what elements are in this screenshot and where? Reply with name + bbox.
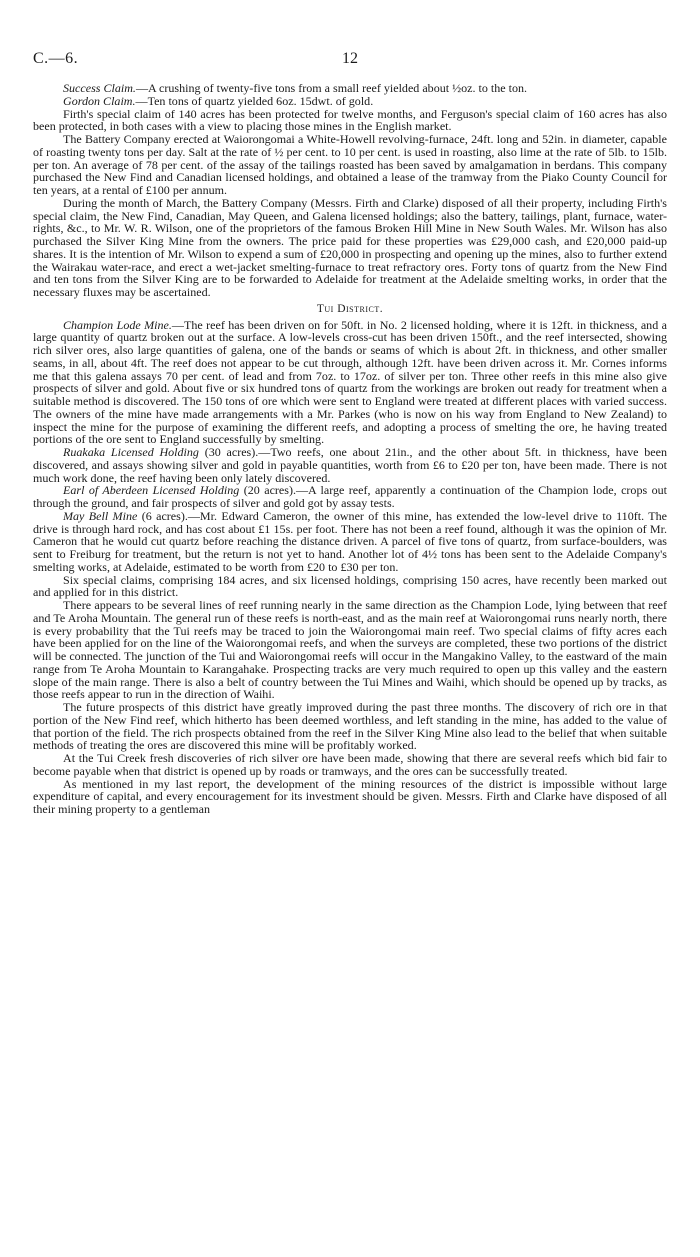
page-header [33,50,667,72]
paragraph-lead: Success Claim. [63,81,136,95]
paragraph-may-bell [33,510,667,574]
paragraph-text: (6 acres).—Mr. Edward Cameron, the owner of this mine, has extended the low-level drive to 110ft. The drive is through hard rock, and has cost about £1 15s. per foot. There has not been a reef found, although it was the opinion of Mr. Cameron that he would cut quartz before reaching the distance driven. A parcel of five tons of quartz, from surface-boulders, was sent to Freiburg for treatment, but the return is not yet to hand. Another lot of 4½ tons has been sent to the Adelaide Company's smelting works, at Adelaide, estimated to be worth from £20 to £30 per ton. [33,508,667,574]
paragraph-battery-company: The Battery Company erected at Waiorongomai a White-Howell revolving-furnace, 24ft. long and 52in. in diameter, capable of roasting twenty tons per day. Salt at the rate of ½ per cent. to 10 per cent. is used in roasting, also lime at the rate of 5lb. to 15lb. per ton. An average of 78 per cent. of the assay of the tailings roasted has been saved by amalgamation in berdans. This company purchased the New Find and Canadian licensed holdings, and obtained a lease of the tramway from the Piako County Council for ten years, at a rental of £100 per annum. [33,132,667,197]
section-heading-tui-district: Tui District. [316,302,384,315]
paragraph-text: —A crushing of twenty-five tons from a small reef yielded about ½oz. to the ton. [135,81,528,95]
paragraph-earl-of-aberdeen [33,484,667,510]
paragraph-lead: May Bell Mine [63,508,138,523]
paragraph-lead: Ruakaka Licensed Holding [63,445,199,459]
paragraph-reef-lines: There appears to be several lines of reef running nearly in the same direction as the Champion Lode, lying between that reef and Te Aroha Mountain. The general run of these reefs is north-east, and as the main reef at Waiorongomai runs nearly north, there is every probability that the Tui reefs may be traced to join the Waiorongomai main reef. Two special claims of fifty acres each have been applied for on the line of the Waiorongomai reefs, and when the surveys are completed, these two portions of the district will be connected. The junction of the Tui and Waiorongomai reefs will occur in the Mangakino Valley, to the eastward of the main range from Te Aroha Mountain to Karangahake. Prospecting tracks are very much required to open up this valley and the eastern slope of the main range. There is also a belt of country between the Tui Mines and Waihi, which should be opened up by tracks, as those reefs appear to run in the direction of Waihi. [33,598,667,702]
paragraph-lead: Champion Lode Mine. [63,317,172,332]
paragraph-firths-claim: Firth's special claim of 140 acres has been protected for twelve months, and Ferguson's special claim of 160 acres has also been protected, in both cases with a view to placing those mines in the English market. [33,106,667,134]
paragraph-march-sale: During the month of March, the Battery Company (Messrs. Firth and Clarke) disposed of all their property, including Firth's special claim, the New Find, Canadian, May Queen, and Galena licensed holdings; also the battery, tailings, plant, furnace, water-rights, &c., to Mr. W. R. Wilson, one of the proprietors of the famous Broken Hill Mine in New South Wales. Mr. Wilson has also purchased the Silver King Mine from the owners. The price paid for these properties was £29,000 cash, and £20,000 paid-up shares. It is the intention of Mr. Wilson to expend a sum of £20,000 in prospecting and opening up the mines, also to further extend the Wairakau water-race, and erect a wet-jacket smelting-furnace to treat refractory ores. Forty tons of quartz from the New Find and ten tons from the Silver King are to be forwarded to Adelaide for treatment at the Adelaide smelting works, in order that the necessary fluxes may be ascertained. [33,195,667,299]
paragraph-ruakaka [33,446,667,484]
paragraph-text: (20 acres).—A large reef, apparently a continuation of the Champion lode, crops out through the ground, and fair prospects of silver and gold got by assay tests. [33,483,667,510]
paragraph-lead: Gordon Claim. [63,93,136,108]
report-reference: C.—6. [33,50,79,67]
paragraph-last-report: As mentioned in my last report, the development of the mining resources of the district is impossible without large expenditure of capital, and every encouragement for its investment should be given. Messrs. Firth and Clarke have disposed of all their mining property to a gentleman [33,776,667,816]
paragraph-text: —Ten tons of quartz yielded 6oz. 15dwt. of gold. [135,93,374,108]
paragraph-special-claims: Six special claims, comprising 184 acres, and six licensed holdings, comprising 150 acres, have recently been marked out and applied for in this district. [33,572,667,600]
paragraph-tui-creek: At the Tui Creek fresh discoveries of rich silver ore have been made, showing that there are several reefs which bid fair to become payable when that district is opened up by roads or tramways, and the ores can be successfully treated. [33,751,667,778]
page-number: 12 [342,50,358,67]
paragraph-future-prospects: The future prospects of this district have greatly improved during the past three months. The discovery of rich ore in that portion of the New Find reef, which hitherto has been deemed worthless, and left standing in the mine, has added to the value of that portion of the field. The rich prospects obtained from the reef in the Silver King Mine also lead to the belief that when suitable methods of treating the ores are discovered this mine will be profitably worked. [33,700,667,753]
paragraph-gordon-claim [33,95,667,108]
paragraph-champion-lode [33,319,667,447]
paragraph-text: —The reef has been driven on for 50ft. in No. 2 licensed holding, where it is 12ft. in thickness, and a large quantity of quartz broken out at the surface. A low-levels cross-cut has been driven 150ft., and the reef intersected, showing rich silver ores, also large quantities of galena, one of the bands or seams of which is about 2ft. in thickness, and other smaller seams, in all, about 4ft. The reef does not appear to be cut through, although 12ft. have been driven across it. Mr. Cornes informs me that this galena assays 70 per cent. of lead and from 7oz. to 17oz. of silver per ton. Three other reefs in this mine also give prospects of silver and gold. About five or six hundred tons of quartz from the workings are broken out ready for treatment when a suitable method is discovered. The 150 tons of ore which were sent to England were treated at different places with varied success. The owners of the mine have made arrangements with a Mr. Parkes (who is now on his way from England to New Zealand) to inspect the mine for the purpose of examining the different reefs, and adopting a process of smelting the ore, he having treated portions of the ore sent to England successfully by smelting. [33,317,667,447]
document-body [33,82,667,816]
paragraph-text: (30 acres).—Two reefs, one about 21in., and the other about 5ft. in thickness, have been discovered, and assays showing silver and gold in payable quantities, worth from £6 to £20 per ton, have been made. There is not much work done, the reef having been only lately discovered. [33,445,667,485]
paragraph-lead: Earl of Aberdeen Licensed Holding [63,483,240,498]
